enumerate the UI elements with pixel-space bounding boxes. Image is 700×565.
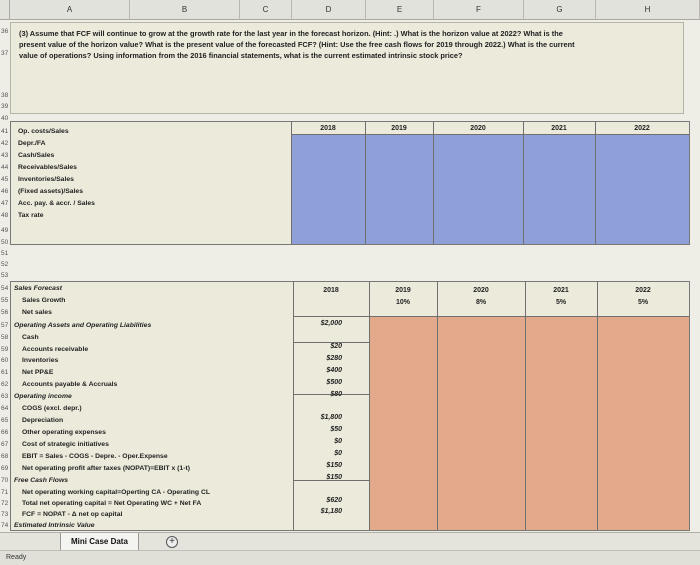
forecast-value[interactable]: $150 (326, 474, 342, 481)
year-header: 2022 (635, 287, 651, 294)
row-number[interactable]: 47 (1, 200, 9, 207)
column-header-d[interactable]: D (292, 0, 366, 20)
question-line-2: present value of the horizon value? What is the present value of the forecasted FCF? (Hint: Use the free cash flows for 2019 through 2022.) What is the current (19, 40, 575, 49)
row-number[interactable]: 66 (1, 429, 9, 436)
forecast-label: Net operating working capital=Operting CA - Operating CL (22, 489, 210, 496)
forecast-value[interactable]: $0 (334, 438, 342, 445)
row-number[interactable]: 52 (1, 261, 9, 268)
ratio-label: Cash/Sales (18, 152, 55, 159)
row-number[interactable]: 46 (1, 188, 9, 195)
forecast-label: Operating income (14, 393, 72, 400)
growth-rate[interactable]: 10% (395, 299, 410, 306)
row-number[interactable]: 60 (1, 357, 9, 364)
row-number[interactable]: 40 (1, 115, 9, 122)
question-line-3: value of operations? Using information from the 2016 financial statements, what is the current estimated intrinsic stock price? (19, 51, 463, 60)
year-header: 2019 (391, 125, 407, 132)
row-number[interactable]: 41 (1, 128, 9, 135)
year-header: 2020 (473, 287, 489, 294)
row-number[interactable]: 44 (1, 164, 9, 171)
row-number[interactable]: 61 (1, 369, 9, 376)
forecast-value[interactable]: $500 (326, 379, 342, 386)
row-number[interactable]: 39 (1, 103, 9, 110)
forecast-label: Estimated Intrinsic Value (14, 522, 95, 529)
forecast-label: Net sales (22, 309, 52, 316)
forecast-value[interactable]: $400 (326, 367, 342, 374)
growth-rate[interactable]: 5% (555, 299, 567, 306)
forecast-label: FCF = NOPAT - Δ net op capital (22, 511, 123, 518)
row-number[interactable]: 65 (1, 417, 9, 424)
row-number[interactable]: 38 (1, 92, 9, 99)
row-number[interactable]: 49 (1, 227, 9, 234)
forecast-value[interactable]: $80 (330, 391, 342, 398)
row-number[interactable]: 64 (1, 405, 9, 412)
column-header-g[interactable]: G (524, 0, 596, 20)
row-number[interactable]: 43 (1, 152, 9, 159)
add-sheet-icon[interactable]: + (166, 536, 178, 548)
forecast-value[interactable]: $1,800 (320, 414, 342, 421)
row-number[interactable]: 42 (1, 140, 9, 147)
row-number[interactable]: 72 (1, 500, 9, 507)
ratio-label: (Fixed assets)/Sales (18, 188, 83, 195)
forecast-label: Net PP&E (22, 369, 54, 376)
year-header: 2019 (395, 287, 411, 294)
row-number[interactable]: 63 (1, 393, 9, 400)
status-bar (0, 550, 700, 565)
forecast-value[interactable]: $620 (326, 497, 342, 504)
ratio-label: Op. costs/Sales (18, 128, 69, 135)
year-header: 2020 (470, 125, 486, 132)
row-number[interactable]: 62 (1, 381, 9, 388)
ratios-table (10, 121, 690, 245)
forecast-label: Accounts receivable (22, 346, 89, 353)
row-number[interactable]: 58 (1, 334, 9, 341)
row-number[interactable]: 55 (1, 297, 9, 304)
question-line-1: (3) Assume that FCF will continue to grow at the growth rate for the last year in the forecast horizon. (Hint: .) What is the horizon value at 2022? What is the (19, 29, 563, 38)
row-number[interactable]: 70 (1, 477, 9, 484)
year-header: 2018 (323, 287, 339, 294)
ratio-label: Inventories/Sales (18, 176, 74, 183)
forecast-label: Sales Growth (22, 297, 66, 304)
row-number[interactable]: 74 (1, 522, 9, 529)
forecast-value[interactable]: $280 (326, 355, 342, 362)
row-number[interactable]: 56 (1, 309, 9, 316)
forecast-label: Cost of strategic initiatives (22, 441, 109, 448)
row-number[interactable]: 51 (1, 250, 9, 257)
ratio-label: Tax rate (18, 212, 44, 219)
year-header: 2021 (553, 287, 569, 294)
forecast-value[interactable]: $0 (334, 450, 342, 457)
forecast-label: Cash (22, 334, 39, 341)
year-header: 2018 (320, 125, 336, 132)
row-number[interactable]: 73 (1, 511, 9, 518)
forecast-label: Total net operating capital = Net Operating WC + Net FA (22, 500, 202, 507)
forecast-label: Other operating expenses (22, 429, 106, 436)
forecast-label: Inventories (22, 357, 59, 364)
forecast-label: Sales Forecast (14, 285, 62, 292)
row-number[interactable]: 67 (1, 441, 9, 448)
ratios-input-area[interactable] (291, 134, 689, 244)
row-number[interactable]: 59 (1, 346, 9, 353)
forecast-value[interactable]: $150 (326, 462, 342, 469)
ratio-label: Receivables/Sales (18, 164, 77, 171)
row-number[interactable]: 69 (1, 465, 9, 472)
growth-rate[interactable]: 5% (637, 299, 649, 306)
forecast-label: Accounts payable & Accruals (22, 381, 118, 388)
column-header-e[interactable]: E (366, 0, 434, 20)
sheet-tab-bar (0, 532, 700, 550)
forecast-label: Operating Assets and Operating Liabilities (14, 322, 152, 329)
row-number[interactable]: 53 (1, 272, 9, 279)
forecast-value[interactable]: $50 (330, 426, 342, 433)
row-number[interactable]: 36 (1, 28, 9, 35)
ratio-label: Acc. pay. & accr. / Sales (18, 200, 95, 207)
year-header: 2022 (634, 125, 650, 132)
forecast-label: Net operating profit after taxes (NOPAT)=EBIT x (1-t) (22, 465, 190, 472)
column-header-b[interactable]: B (130, 0, 240, 20)
forecast-label: COGS (excl. depr.) (22, 405, 82, 412)
forecast-value[interactable]: $1,180 (320, 508, 342, 515)
row-number[interactable]: 37 (1, 50, 9, 57)
column-header-f[interactable]: F (434, 0, 524, 20)
forecast-label: Depreciation (22, 417, 64, 424)
column-header-c[interactable]: C (240, 0, 292, 20)
question-text-block[interactable] (10, 22, 684, 114)
select-all-corner[interactable] (0, 0, 10, 20)
sheet-tab-mini-case-data[interactable]: Mini Case Data (60, 533, 139, 551)
status-text: Ready (6, 554, 27, 561)
column-header-h[interactable]: H (596, 0, 700, 20)
ratio-label: Depr./FA (18, 140, 46, 147)
row-number[interactable]: 71 (1, 489, 9, 496)
row-number[interactable]: 48 (1, 212, 9, 219)
row-number[interactable]: 50 (1, 239, 9, 246)
forecast-label: Free Cash Flows (14, 477, 69, 484)
row-number[interactable]: 54 (1, 285, 9, 292)
row-number[interactable]: 68 (1, 453, 9, 460)
growth-rate[interactable]: 8% (475, 299, 487, 306)
forecast-value[interactable]: $2,000 (320, 320, 342, 327)
row-number[interactable]: 45 (1, 176, 9, 183)
year-header: 2021 (551, 125, 567, 132)
forecast-value[interactable]: $20 (330, 343, 342, 350)
column-header-a[interactable]: A (10, 0, 130, 20)
forecast-input-area[interactable] (369, 316, 689, 530)
row-number[interactable]: 57 (1, 322, 9, 329)
forecast-label: EBIT = Sales - COGS - Depre. - Oper.Expense (22, 453, 168, 460)
